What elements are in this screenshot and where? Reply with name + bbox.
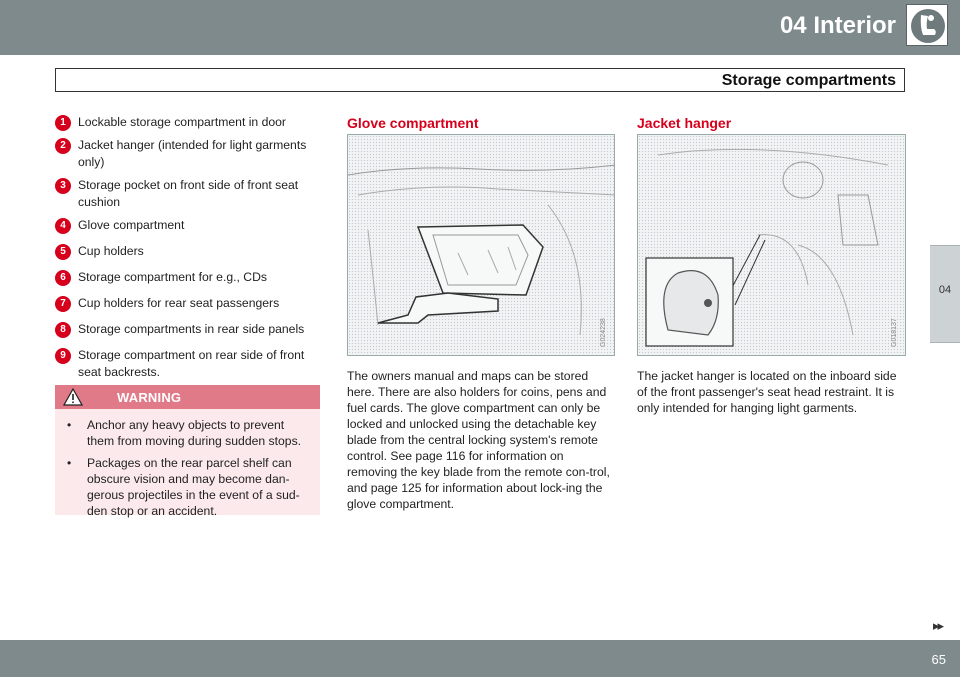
number-badge: 9 xyxy=(55,348,71,364)
legend-item xyxy=(55,269,323,286)
glove-compartment-text: The owners manual and maps can be stored here. There are also holders for coins, pens and fuel cards. The glove compartment can only be locked and unlocked using the detachable key blade from the central locking system's remote control. See page 116 for information on removing the key blade from the remote con-trol, and page 125 for information about lock-ing the glove compartment. xyxy=(347,369,610,511)
number-badge: 4 xyxy=(55,218,71,234)
chapter-side-tab[interactable] xyxy=(930,245,960,343)
legend-item-text: Storage compartments in rear side panels xyxy=(78,322,305,336)
number-badge: 8 xyxy=(55,322,71,338)
number-badge: 5 xyxy=(55,244,71,260)
header-bar xyxy=(0,0,960,55)
seat-icon xyxy=(906,4,948,46)
legend-item xyxy=(55,114,323,131)
legend-item xyxy=(55,137,323,171)
legend-item-text: Storage pocket on front side of front seat cushion xyxy=(78,178,299,209)
warning-bullet-text: Packages on the rear parcel shelf can obscure vision and may become dan-gerous projectiles in the event of a sud-den stop or an accident. xyxy=(87,456,300,518)
warning-list xyxy=(55,409,320,519)
jacket-hanger-heading: Jacket hanger xyxy=(637,115,732,131)
chapter-side-tab-label: 04 xyxy=(938,284,952,296)
legend-item-text: Glove compartment xyxy=(78,218,185,232)
bullet-icon: • xyxy=(67,456,72,470)
legend-item xyxy=(55,243,323,260)
legend-item xyxy=(55,347,323,381)
legend-item-text: Lockable storage compartment in door xyxy=(78,115,286,129)
legend-item-text: Storage compartment for e.g., CDs xyxy=(78,270,267,284)
warning-bullet-text: Anchor any heavy objects to prevent them from moving during sudden stops. xyxy=(87,418,302,448)
glove-compartment-illustration xyxy=(347,134,615,356)
warning-bullet xyxy=(67,455,310,519)
legend-item-text: Cup holders xyxy=(78,244,144,258)
section-bar xyxy=(55,68,905,92)
legend-item-text: Jacket hanger (intended for light garments only) xyxy=(78,138,307,169)
section-title: Storage compartments xyxy=(721,72,896,89)
legend-list xyxy=(55,114,323,387)
number-badge: 6 xyxy=(55,270,71,286)
legend-item xyxy=(55,321,323,338)
continue-arrows: ▸▸ xyxy=(932,618,942,633)
glove-compartment-heading: Glove compartment xyxy=(347,115,479,131)
legend-item xyxy=(55,295,323,312)
legend-item-text: Storage compartment on rear side of front seat backrests. xyxy=(78,348,305,379)
warning-box xyxy=(55,385,320,518)
number-badge: 3 xyxy=(55,178,71,194)
warning-triangle-icon xyxy=(63,388,83,406)
jacket-hanger-illustration xyxy=(637,134,906,356)
bullet-icon: • xyxy=(67,418,72,432)
warning-bullet xyxy=(67,417,310,449)
number-badge: 2 xyxy=(55,138,71,154)
number-badge: 1 xyxy=(55,115,71,131)
figure-code: G024238 xyxy=(600,318,607,347)
legend-item xyxy=(55,177,323,211)
page-number: 65 xyxy=(931,652,946,667)
figure-code: G018137 xyxy=(891,318,898,347)
jacket-hanger-text: The jacket hanger is located on the inboard side of the front passenger's seat head restraint. It is only intended for hanging light garments. xyxy=(637,369,897,415)
warning-title: WARNING xyxy=(117,390,182,405)
warning-header xyxy=(55,385,320,409)
footer-bar xyxy=(0,640,960,677)
legend-item-text: Cup holders for rear seat passengers xyxy=(78,296,280,310)
chapter-title: 04 Interior xyxy=(779,12,896,39)
number-badge: 7 xyxy=(55,296,71,312)
legend-item xyxy=(55,217,323,234)
